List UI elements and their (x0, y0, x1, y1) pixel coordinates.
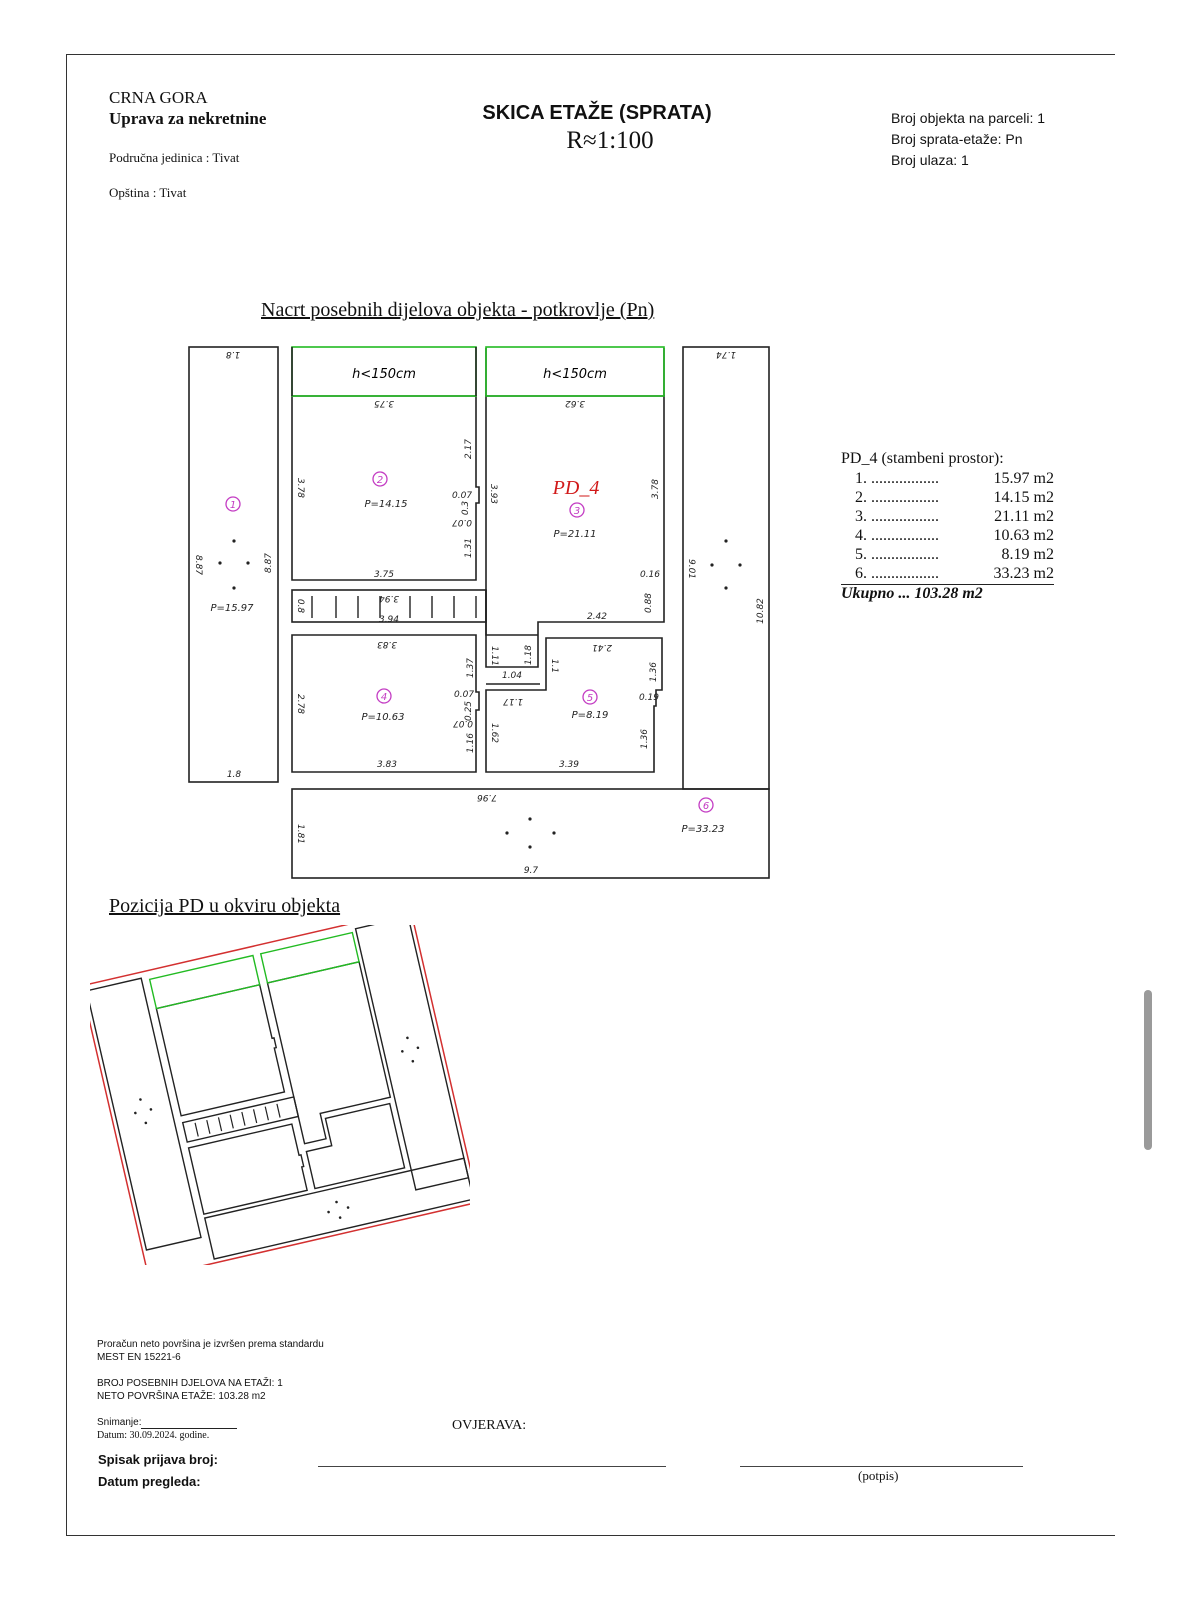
dim-room5-step: 1.17 (502, 696, 524, 706)
dim-room5-top: 2.41 (591, 642, 613, 652)
scale-label: R≈1:100 (566, 127, 654, 154)
signature-line (740, 1466, 1023, 1467)
municipality-label: Opština : (109, 185, 157, 200)
authority-name: Uprava za nekretnine (109, 109, 267, 128)
summary-row: 4. ................. 10.63 m2 (855, 527, 1054, 544)
position-sketch (90, 925, 470, 1265)
room-5-area: P=8.19 (571, 710, 609, 721)
dim-strip-right-right: 10.82 (756, 598, 766, 624)
dim-room5-left-b: 1.62 (489, 722, 499, 744)
summary-row: 5. ................. 8.19 m2 (855, 546, 1054, 563)
info-object-number: Broj objekta na parceli: 1 (891, 110, 1046, 126)
unit-label: Područna jedinica : (109, 150, 210, 165)
review-label: Datum pregleda: (98, 1474, 201, 1489)
dim-room2-bottom: 3.75 (373, 570, 395, 580)
dim-corr-b: 1.18 (524, 644, 534, 666)
calc-note (97, 1338, 324, 1364)
dim-stair-left: 0.8 (295, 598, 305, 614)
dim-room6-left: 1.81 (295, 823, 305, 845)
signature-label: (potpis) (858, 1468, 899, 1483)
list-label: Spisak prijava broj: (98, 1452, 218, 1467)
room-1-area: P=15.97 (210, 603, 254, 614)
summary-row: 3. ................. 21.11 m2 (855, 508, 1054, 525)
dim-corr-a: 1.11 (489, 645, 499, 667)
dim-room2-right-a: 2.17 (464, 438, 474, 460)
dim-room5-notch: 0.19 (638, 693, 660, 703)
area-summary (841, 450, 1054, 603)
parcel-outline-red (90, 925, 470, 1265)
dim-stair-top: 3.94 (378, 593, 400, 603)
dim-room3-bottom: 2.42 (586, 612, 608, 622)
dim-room4-right-a: 1.37 (466, 657, 476, 679)
dim-room2-left: 3.78 (295, 477, 305, 499)
dim-strip-right-left: 9.01 (686, 558, 696, 580)
dim-room6-top: 7.96 (476, 792, 498, 802)
room-3-area: P=21.11 (553, 529, 597, 540)
calc-line-2: MEST EN 15221-6 (97, 1352, 181, 1363)
scrollbar[interactable] (1144, 990, 1152, 1150)
dim-room5-right-b: 1.36 (640, 728, 650, 750)
dim-room5-bottom: 3.39 (558, 760, 580, 770)
room-1-number: 1 (229, 500, 237, 511)
room-6-number: 6 (702, 801, 710, 812)
list-line (318, 1466, 666, 1467)
dim-stair-bottom: 3.94 (378, 615, 400, 625)
document-title: SKICA ETAŽE (SPRATA) (482, 102, 712, 124)
dim-room1-bottom: 1.8 (226, 770, 242, 780)
dim-room1-right: 8.87 (264, 552, 274, 574)
parts-count: BROJ POSEBNIH DJELOVA NA ETAŽI: 1 (97, 1378, 283, 1389)
dim-room5-right-a: 1.36 (649, 661, 659, 683)
dim-room2-jog-c: 0.07 (451, 517, 473, 527)
dim-room4-jog-a: 0.07 (454, 690, 475, 700)
room-3-number: 3 (573, 506, 581, 517)
room-4-area: P=10.63 (361, 712, 405, 723)
room-2-outline (292, 396, 479, 580)
municipality-value: Tivat (159, 185, 187, 200)
dim-room3-right-b: 0.88 (644, 592, 654, 614)
dim-room3-top: 3.62 (564, 398, 586, 408)
survey-block (97, 1416, 237, 1442)
position-title: Pozicija PD u okviru objekta (109, 895, 341, 917)
low-ceiling-label-left: h<150cm (352, 367, 416, 382)
room-2-number: 2 (376, 475, 384, 486)
dim-corr-c: 1.04 (501, 671, 523, 681)
dim-room4-top: 3.83 (376, 639, 398, 649)
survey-date: Datum: 30.09.2024. godine. (97, 1430, 210, 1441)
dim-room1-left: 8.87 (193, 554, 203, 576)
dim-room5-left-a: 1.1 (549, 658, 559, 674)
room-6-area: P=33.23 (681, 824, 725, 835)
dim-room3-right: 3.78 (651, 478, 661, 500)
dim-room4-jog-b: 0.25 (464, 700, 474, 722)
info-entrances: Broj ulaza: 1 (891, 152, 969, 168)
dim-room6-bottom: 9.7 (523, 866, 539, 876)
plan-title: Nacrt posebnih dijelova objekta - potkrovlje (Pn) (261, 299, 655, 321)
summary-total: Ukupno ... 103.28 m2 (841, 585, 983, 602)
dim-strip-right-top: 1.74 (715, 349, 737, 359)
dim-room4-bottom: 3.83 (376, 760, 398, 770)
unit-value: Tivat (212, 150, 240, 165)
dim-room2-right-b: 1.31 (464, 537, 474, 559)
dim-room4-left: 2.78 (295, 693, 305, 715)
survey-label: Snimanje: (97, 1417, 142, 1428)
dim-room2-jog-a: 0.07 (452, 491, 473, 501)
summary-row: 6. ................. 33.23 m2 (841, 565, 1054, 585)
low-ceiling-label-right: h<150cm (543, 367, 607, 382)
summary-row: 1. ................. 15.97 m2 (855, 470, 1054, 487)
country-name: CRNA GORA (109, 88, 208, 107)
dim-room2-top: 3.75 (373, 398, 395, 408)
dim-room4-jog-c: 0.07 (452, 718, 474, 728)
summary-heading: PD_4 (stambeni prostor): (841, 450, 1004, 467)
pd-label: PD_4 (552, 477, 600, 499)
verify-label: OVJERAVA: (452, 1418, 527, 1433)
summary-row: 2. ................. 14.15 m2 (855, 489, 1054, 506)
dim-room3-notch: 0.16 (639, 570, 661, 580)
survey-line (97, 1416, 237, 1429)
info-floor: Broj sprata-etaže: Pn (891, 131, 1023, 147)
floor-stats (97, 1377, 283, 1403)
room-5-number: 5 (586, 693, 594, 704)
net-area: NETO POVRŠINA ETAŽE: 103.28 m2 (97, 1391, 266, 1402)
dim-room4-right-b: 1.16 (466, 732, 476, 754)
calc-line-1: Proračun neto površina je izvršen prema standardu (97, 1339, 324, 1350)
room-4-number: 4 (380, 692, 388, 703)
dim-room3-left: 3.93 (488, 483, 498, 505)
dim-room1-top: 1.8 (225, 349, 241, 359)
dim-room2-jog-b: 0.3 (461, 500, 471, 516)
room-2-area: P=14.15 (364, 499, 408, 510)
